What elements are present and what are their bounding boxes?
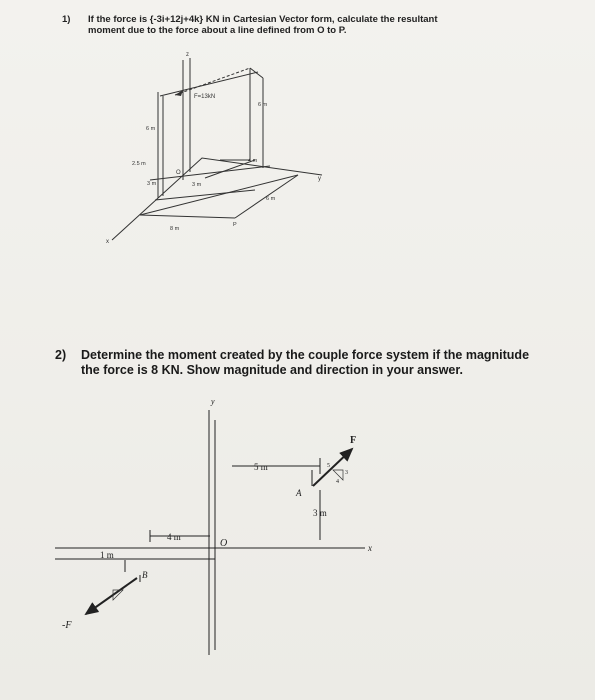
fig2-point-B: B xyxy=(142,570,148,580)
fig1-dim-8m: 8 m xyxy=(170,226,180,232)
fig2-label-F: F xyxy=(350,435,357,446)
question-2-line-2: the force is 8 KN. Show magnitude and direction in your answer. xyxy=(81,363,464,377)
fig1-dim-4m: 4 m xyxy=(248,158,258,164)
question-1-number: 1) xyxy=(62,14,71,25)
fig2-axis-y: y xyxy=(211,397,215,406)
fig2-axis-x: x xyxy=(368,543,372,553)
fig2-slope-3: 3 xyxy=(345,470,348,476)
fig1-axis-z: z xyxy=(186,52,189,58)
fig1-dim-3m-b: 3 m xyxy=(192,182,202,188)
fig1-point-P: P xyxy=(233,222,237,228)
fig1-dim-6m-right: 6 m xyxy=(258,102,268,108)
fig1-dim-2-5m: 2.5 m xyxy=(132,161,146,167)
fig1-dim-6m-left: 6 m xyxy=(146,126,156,132)
fig2-label-negF: -F xyxy=(62,620,72,631)
question-2-line-1: Determine the moment created by the couple force system if the magnitude xyxy=(81,348,530,362)
fig1-dim-6m-bottom: 6 m xyxy=(266,196,276,202)
fig2-dim-4m: 4 m xyxy=(167,532,181,542)
fig1-axis-y: y xyxy=(318,176,321,182)
fig1-point-O: O xyxy=(176,170,181,176)
fig2-slope-4: 4 xyxy=(336,479,339,485)
fig1-dim-3m-a: 3 m xyxy=(147,181,157,187)
question-2-number: 2) xyxy=(55,348,67,362)
fig1-force-label: F=13kN xyxy=(194,94,216,100)
fig2-slope-5: 5 xyxy=(327,463,330,469)
fig2-point-A: A xyxy=(296,488,302,498)
question-1-line-2: moment due to the force about a line defined from O to P. xyxy=(88,25,347,36)
fig2-dim-3m: 3 m xyxy=(313,508,327,518)
fig2-dim-5m: 5 m xyxy=(254,462,268,472)
fig2-dim-1m: 1 m xyxy=(100,550,114,560)
fig2-origin-O: O xyxy=(220,538,228,549)
fig1-axis-x: x xyxy=(106,239,109,245)
question-1-line-1: If the force is {-3i+12j+4k} KN in Cartesian Vector form, calculate the resultant xyxy=(88,14,438,25)
